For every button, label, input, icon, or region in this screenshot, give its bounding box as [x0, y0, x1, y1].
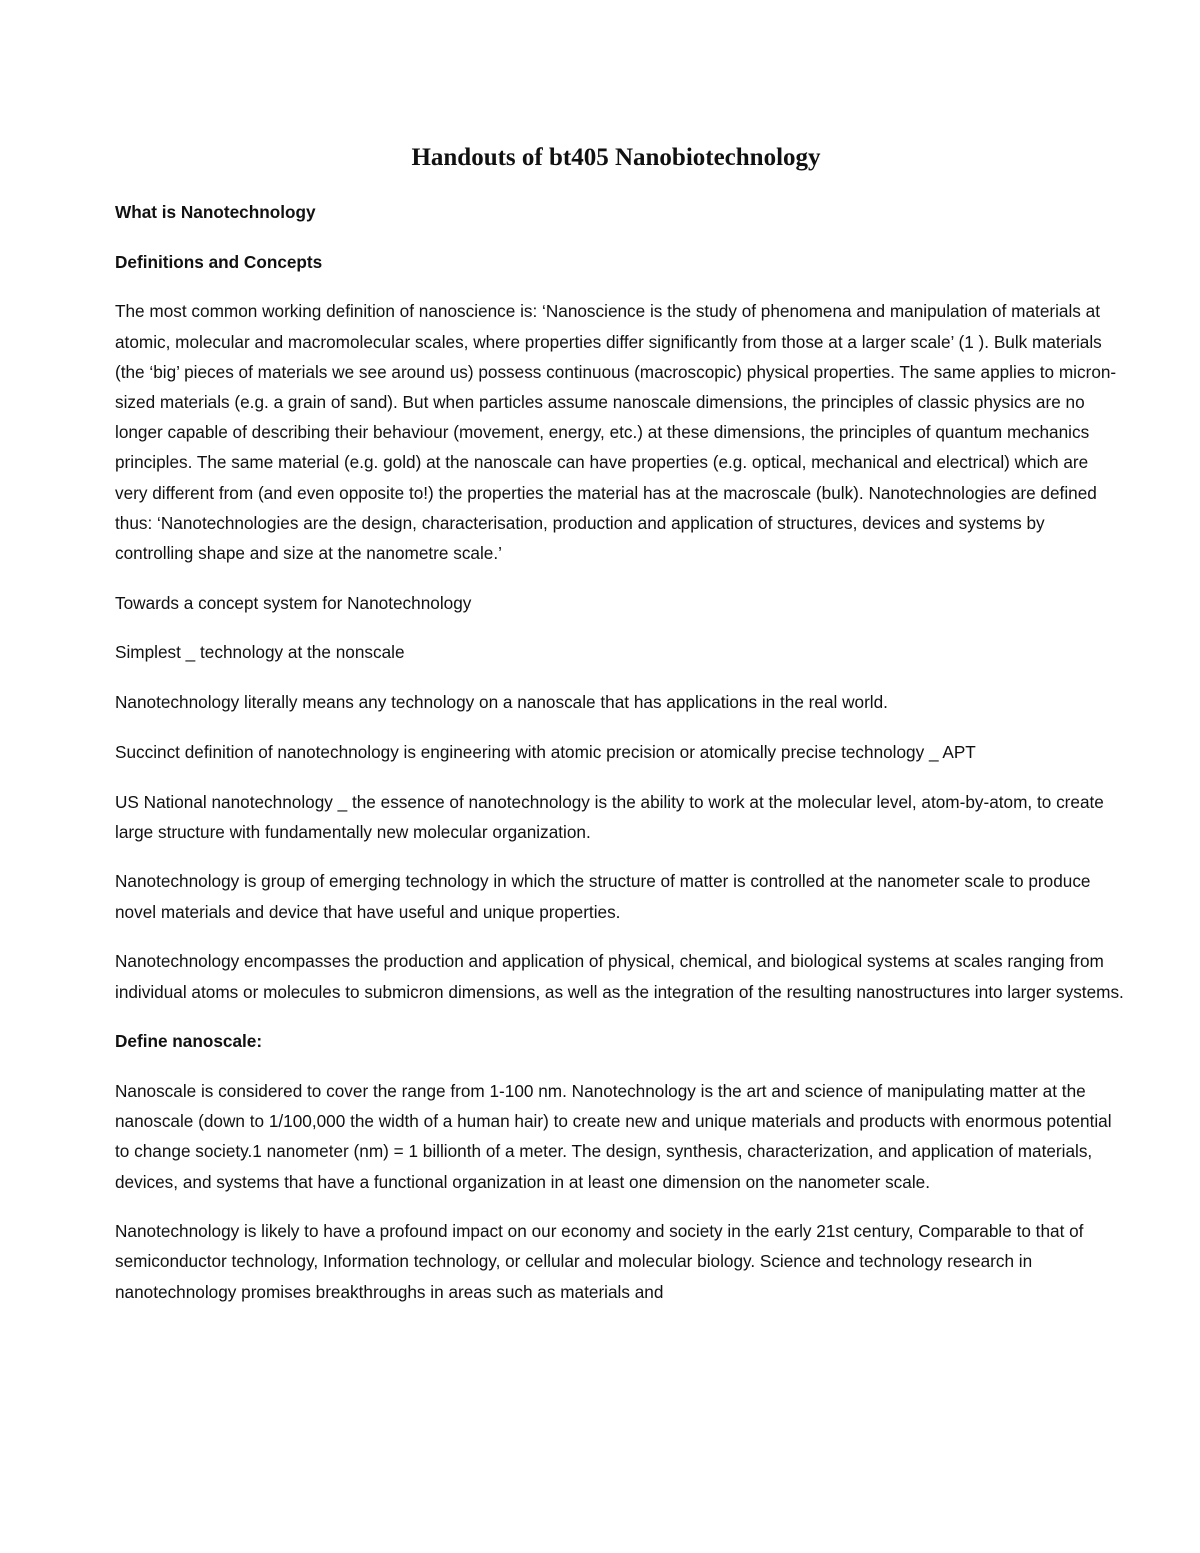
- paragraph-nanoscale-range: Nanoscale is considered to cover the range from 1-100 nm. Nanotechnology is the art and science of manipulating matter at the nanoscale (down to 1/100,000 the width of a human hair) to create new and unique materials and products with enormous potential to change society.1 nanometer (nm) = 1 billionth of a meter. The design, synthesis, characterization, and application of materials, devices, and systems that have a functional organization in at least one dimension on the nanometer scale.: [115, 1080, 1112, 1192]
- paragraph-succinct-definition: Succinct definition of nanotechnology is engineering with atomic precision or atomically precise technology _ APT: [115, 741, 976, 762]
- section-heading-define-nanoscale: Define nanoscale:: [115, 1031, 263, 1052]
- section-heading-definitions: Definitions and Concepts: [115, 251, 323, 272]
- paragraph-literal-meaning: Nanotechnology literally means any technology on a nanoscale that has applications in the real world.: [115, 692, 888, 713]
- paragraph-simplest: Simplest _ technology at the nonscale: [115, 642, 405, 663]
- document-title: Handouts of bt405 Nanobiotechnology: [411, 144, 821, 171]
- paragraph-us-national: US National nanotechnology _ the essence of nanotechnology is the ability to work at the molecular level, atom-by-atom, to create large structure with fundamentally new molecular organization.: [115, 791, 1104, 842]
- paragraph-nanoscience-definition: The most common working definition of nanoscience is: ‘Nanoscience is the study of phenomena and manipulation of materials at atomic, molecular and macromolecular scales, where properties differ significantly from those at a larger scale’ (1 ). Bulk materials (the ‘big’ pieces of materials we see around us) possess continuous (macroscopic) physical properties. The same applies to micron-sized materials (e.g. a grain of sand). But when particles assume nanoscale dimensions, the principles of classic physics are no longer capable of describing their behaviour (movement, energy, etc.) at these dimensions, the principles of quantum mechanics principles. The same material (e.g. gold) at the nanoscale can have properties (e.g. optical, mechanical and electrical) which are very different from (and even opposite to!) the properties the material has at the macroscale (bulk). Nanotechnologies are defined thus: ‘Nanotechnologies are the design, characterisation, production and application of structures, devices and systems by controlling shape and size at the nanometre scale.’: [115, 301, 1117, 564]
- paragraph-emerging-technology: Nanotechnology is group of emerging technology in which the structure of matter is controlled at the nanometer scale to produce novel materials and device that have useful and unique properties.: [115, 871, 1091, 922]
- document-body: [115, 197, 1125, 1326]
- section-heading-what-is: What is Nanotechnology: [115, 202, 316, 222]
- paragraph-encompasses: Nanotechnology encompasses the production and application of physical, chemical, and biological systems at scales ranging from individual atoms or molecules to submicron dimensions, as well as the integration of the resulting nanostructures into larger systems.: [115, 951, 1124, 1002]
- paragraph-impact: Nanotechnology is likely to have a profound impact on our economy and society in the early 21st century, Comparable to that of semiconductor technology, Information technology, or cellular and molecular biology. Science and technology research in nanotechnology promises breakthroughs in areas such as materials and: [115, 1221, 1084, 1302]
- paragraph-concept-system: Towards a concept system for Nanotechnology: [115, 592, 472, 613]
